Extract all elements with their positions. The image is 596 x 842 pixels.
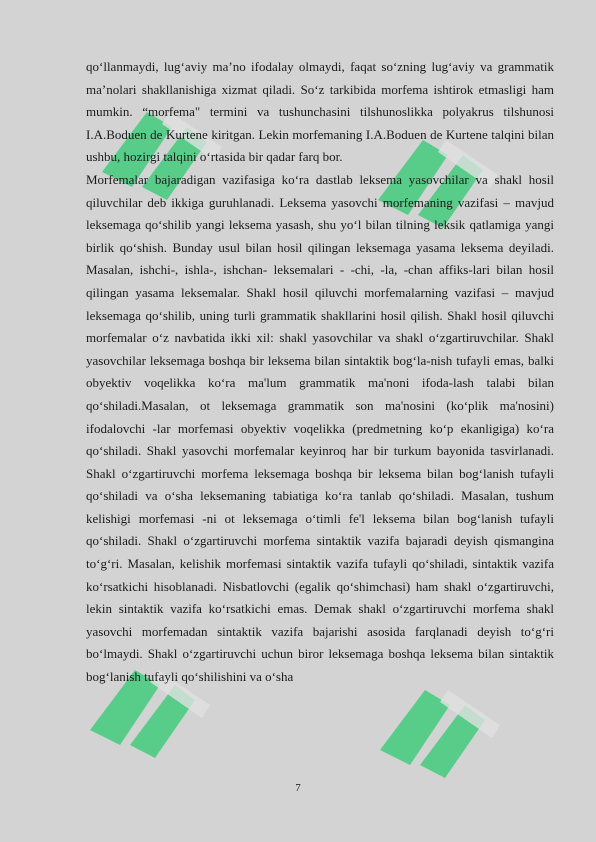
paragraph: qo‘llanmaydi, lug‘aviy ma’no ifodalay olmaydi, faqat so‘zning lug‘aviy va grammatik ma’nolari shakllanishiga xizmat qiladi. So‘z tarkibida morfema ishtirok etmasligi ham mumkin. “morfema" termini va tushunchasini tilshunoslikka polyakrus tilshunosi I.A.Boduen de Kurtene kiritgan. Lekin morfemaning I.A.Boduen de Kurtene talqini bilan ushbu, hozirgi talqini o‘rtasida bir qadar farq bor. xyxy=(86,59,554,165)
body-text xyxy=(86,56,554,689)
paragraph: Morfemalar bajaradigan vazifasiga ko‘ra dastlab leksema yasovchilar va shakl hosil qiluvchilar deb ikkiga guruhlanadi. Leksema yasovchi morfemaning vazifasi – mavjud leksemaga qo‘shilib yangi leksema yasash, shu yo‘l bilan tilning leksik qatlamiga yangi birlik qo‘shish. Bunday usul bilan hosil qilingan leksemaga yasama leksema deyiladi. Masalan, ishchi-, ishla-, ishchan- leksemalari - -chi, -la, -chan affiks-lari bilan hosil qilingan yasama leksemalar. Shakl hosil qiluvchi morfemalarning vazifasi – mavjud leksemaga qo‘shilib, uning turli grammatik shakllarini hosil qilish. Shakl hosil qiluvchi morfemalar o‘z navbatida ikki xil: shakl yasovchilar va shakl o‘zgartiruvchilar. Shakl yasovchilar leksemaga boshqa bir leksema bilan sintaktik bog‘la-nish tufayli emas, balki obyektiv voqelikka ko‘ra ma'lum grammatik ma'noni ifoda-lash talabi bilan qo‘shiladi.Masalan, ot leksemaga grammatik son ma'nosini (ko‘plik ma'nosini) ifodalovchi -lar morfemasi obyektiv voqelikka (predmetning ko‘p ekanligiga) ko‘ra qo‘shiladi. Shakl yasovchi morfemalar keyinroq har bir turkum bayonida tasvirlanadi. Shakl o‘zgartiruvchi morfema leksemaga boshqa bir leksema bilan bog‘lanish tufayli qo‘shiladi va o‘sha leksemaning tabiatiga ko‘ra tanlab qo‘shiladi. Masalan, tushum kelishigi morfemasi -ni ot leksemaga o‘timli fe'l leksema bilan bog‘lanish tufayli qo‘shiladi. Shakl o‘zgartiruvchi morfema sintaktik vazifa bajaradi deyish qismangina to‘g‘ri. Masalan, kelishik morfemasi sintaktik vazifa tufayli qo‘shiladi, sintaktik vazifa ko‘rsatkichi hisoblanadi. Nisbatlovchi (egalik qo‘shimchasi) ham shakl o‘zgartiruvchi, lekin sintaktik vazifa ko‘rsatkichi emas. Demak shakl o‘zgartiruvchi morfema shakl yasovchi morfemadan sintaktik vazifa bajarishi asosida farqlanadi deyish to‘g‘ri bo‘lmaydi. Shakl o‘zgartiruvchi uchun biror leksemaga boshqa leksema bilan sintaktik bog‘lanish tufayli qo‘shilishini va o‘sha xyxy=(86,171,554,685)
watermark-stamp-bottom-right xyxy=(380,690,500,778)
page-number: 7 xyxy=(295,782,301,794)
